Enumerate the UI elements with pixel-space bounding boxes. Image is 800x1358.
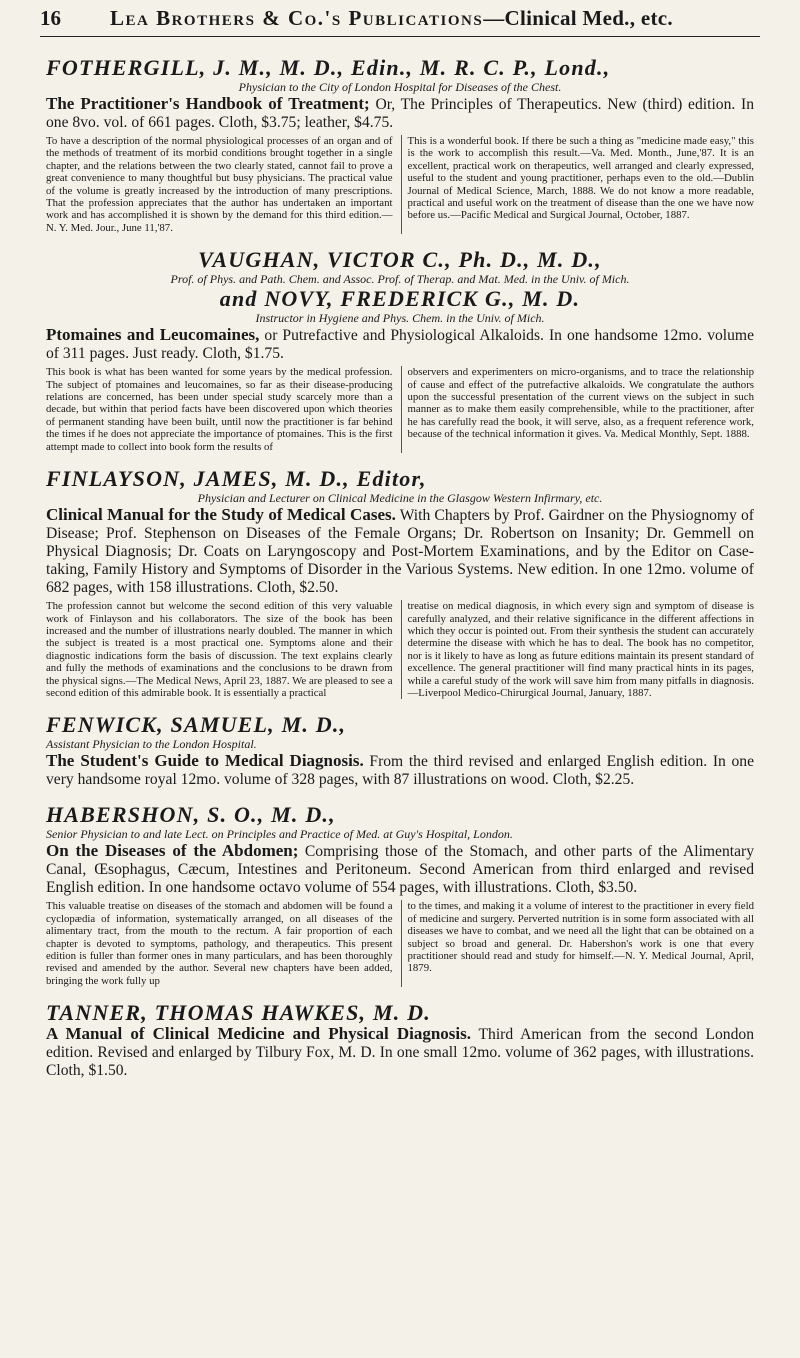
review-columns bbox=[46, 600, 754, 699]
review-column-right: This is a wonderful book. If there be such a thing as "medicine made easy," this is the work to accomplish this result.—Va. Med. Month., June,'87. It is an excellent, practical work on therapeutics, well arranged and clearly expressed, useful to the student and young practitioner, perhaps even to the old.—Dublin Journal of Medical Science, March, 1888. We do not know a more readable, practical and useful work on the treatment of disease than the one we have now before us.—Pacific Medical and Surgical Journal, October, 1887. bbox=[401, 135, 755, 234]
author-heading: FENWICK, SAMUEL, M. D., bbox=[46, 712, 347, 738]
book-title: Clinical Manual for the Study of Medical Cases. bbox=[46, 505, 396, 525]
section-name: —Clinical Med., etc. bbox=[483, 6, 673, 30]
book-details: With Chapters by Prof. Gairdner on the Physiognomy of Disease; Prof. Stephenson on Diseases of the Female Organs; Dr. Robertson on Insanity; Dr. Gemmell on Physical Diagnosis; Dr. Coats on Laryngoscopy and Post-Mortem Examinations, and by the Editor on Case-taking, Family History and Symptoms of Disorder in the Various Systems. New edition. In one 12mo. volume of 682 pages, with 158 illustrations. Cloth, $2.50. bbox=[46, 507, 754, 597]
book-details: From the third revised and enlarged English edition. In one very handsome royal 12mo. volume of 328 pages, with 87 illustrations on wood. Cloth, $2.25. bbox=[46, 753, 754, 789]
review-columns bbox=[46, 366, 754, 453]
book-title: The Practitioner's Handbook of Treatment; bbox=[46, 94, 370, 113]
book-title: The Student's Guide to Medical Diagnosis. bbox=[46, 751, 364, 771]
book-description bbox=[46, 506, 754, 597]
review-column-left: To have a description of the normal physiological processes of an organ and of the methods of treatment of its morbid conditions brought together in a single chapter, and the relations between the two clearly stated, cannot fail to prove a great convenience to many thoughtful but busy physicians. The practical value of the volume is greatly increased by the introduction of many prescriptions. That the profession appreciates that the author has undertaken an important work and has accomplished it is shown by the demand for this third edition.—N. Y. Med. Jour., June 11,'87. bbox=[46, 135, 393, 234]
page-number: 16 bbox=[40, 6, 61, 30]
book-entry-vaughan bbox=[46, 248, 754, 453]
running-header bbox=[40, 6, 760, 37]
author-credentials: Physician and Lecturer on Clinical Medicine in the Glasgow Western Infirmary, etc. bbox=[197, 491, 603, 506]
publisher-name: Lea Brothers & Co.'s Publications bbox=[110, 6, 484, 30]
book-entry-habershon bbox=[46, 803, 754, 987]
book-details: Or, The Principles of Therapeutics. New (third) edition. In one 8vo. vol. of 661 pages. Cloth, $3.75; leather, $4.75. bbox=[46, 96, 754, 131]
book-entry-finlayson bbox=[46, 467, 754, 699]
review-columns bbox=[46, 135, 754, 234]
author-heading: HABERSHON, S. O., M. D., bbox=[46, 802, 336, 828]
review-column-left: This valuable treatise on diseases of the stomach and abdomen will be found a cyclopædia of information, systematically arranged, on all diseases of the alimentary tract, from the mouth to the rectum. A fair proportion of each chapter is devoted to symptoms, pathology, and therapeutics. This present edition is fuller than former ones in many particulars, and has been thoroughly revised and amended by the author. Several new chapters have been added, bringing the work fully up bbox=[46, 900, 393, 987]
book-description bbox=[46, 1025, 754, 1080]
review-column-left: This book is what has been wanted for some years by the medical profession. The subject of ptomaines and leucomaines, so far as their disease-producing relations are concerned, has been under special study scarcely more than a decade, but within that period facts have been discovered upon which theories of permanent standing have been built, until now the practitioner is far behind the times if he does not appreciate the importance of ptomaines. This is the first attempt made to collect into book form the results of bbox=[46, 366, 393, 453]
author-credentials: Physician to the City of London Hospital for Diseases of the Chest. bbox=[238, 80, 562, 94]
book-details: Comprising those of the Stomach, and other parts of the Alimentary Canal, Œsophagus, Cæcum, Intestines and Peritoneum. Second American from third enlarged and revised English edition. In one handsome octavo volume of 554 pages, with illustrations. Cloth, $3.50. bbox=[46, 843, 754, 897]
book-details: or Putrefactive and Physiological Alkaloids. In one handsome 12mo. volume of 311 pages. Just ready. Cloth, $1.75. bbox=[46, 327, 754, 363]
coauthor-credentials: Instructor in Hygiene and Phys. Chem. in the Univ. of Mich. bbox=[255, 311, 545, 326]
review-column-right: observers and experimenters on micro-organisms, and to trace the relationship of cause and effect of the putrefactive alkaloids. We congratulate the authors upon the successful presentation of the current views on the subject in such manner as to make them easily comprehensible, while to the practitioner, after he has carefully read the book, it will serve, also, as a frequent reference work, because of the technical information it gives. Va. Medical Monthly, Sept. 1888. bbox=[401, 366, 755, 453]
author-heading: FINLAYSON, JAMES, M. D., Editor, bbox=[46, 466, 427, 492]
book-entry-tanner bbox=[46, 1001, 754, 1080]
book-details: Third American from the second London edition. Revised and enlarged by Tilbury Fox, M. D. In one small 12mo. volume of 362 pages, with illustrations. Cloth, $1.50. bbox=[46, 1026, 754, 1080]
author-credentials: Senior Physician to and late Lect. on Principles and Practice of Med. at Guy's Hospital, London. bbox=[46, 827, 513, 842]
running-title bbox=[110, 6, 673, 31]
review-columns bbox=[46, 900, 754, 987]
author-heading: VAUGHAN, VICTOR C., Ph. D., M. D., bbox=[198, 247, 602, 273]
book-entry-fenwick bbox=[46, 713, 754, 789]
coauthor-heading: and NOVY, FREDERICK G., M. D. bbox=[219, 286, 581, 312]
book-title: A Manual of Clinical Medicine and Physical Diagnosis. bbox=[46, 1024, 471, 1044]
book-entry-fothergill bbox=[46, 56, 754, 234]
review-column-left: The profession cannot but welcome the second edition of this very valuable work of Finlayson and his collaborators. The size of the book has been increased and the number of illustrations nearly doubled. The manner in which the subject is treated is a most practical one. Symptoms alone and their diagnostic indications form the basis of discussion. The text explains clearly and fully the methods of examinations and the conclusions to be drawn from the physical signs.—The Medical News, April 23, 1887. We are pleased to see a second edition of this admirable book. It is essentially a practical bbox=[46, 600, 393, 699]
review-column-right: treatise on medical diagnosis, in which every sign and symptom of disease is carefully analyzed, and their relative significance in the different affections in which they occur is pointed out. From their synthesis the student can accurately determine the disease with which he has to deal. The book has no competitor, nor is it likely to have as long as future editions maintain its present standard of excellence. The general practitioner will find many practical hints in its pages, while a careful study of the work will save him from many pitfalls in diagnosis.—Liverpool Medico-Chirurgical Journal, January, 1887. bbox=[401, 600, 755, 699]
author-credentials: Prof. of Phys. and Path. Chem. and Assoc. Prof. of Therap. and Mat. Med. in the Univ. of Mich. bbox=[170, 272, 630, 287]
book-title: Ptomaines and Leucomaines, bbox=[46, 325, 260, 345]
book-description bbox=[46, 842, 754, 897]
author-credentials: Assistant Physician to the London Hospital. bbox=[46, 737, 257, 752]
book-description bbox=[46, 95, 754, 132]
review-column-right: to the times, and making it a volume of interest to the practitioner in every field of medicine and surgery. Perverted nutrition is in some form associated with all diseases we have to combat, and we need all the light that can be obtained on a subject so broad and general. Dr. Habershon's work is one that every practitioner should read and study for himself.—N. Y. Medical Journal, April, 1879. bbox=[401, 900, 755, 987]
book-description bbox=[46, 752, 754, 789]
author-heading: FOTHERGILL, J. M., M. D., Edin., M. R. C. P., Lond., bbox=[46, 55, 611, 80]
listings bbox=[46, 56, 754, 1094]
author-heading: TANNER, THOMAS HAWKES, M. D. bbox=[46, 1000, 431, 1026]
book-title: On the Diseases of the Abdomen; bbox=[46, 841, 299, 861]
book-description bbox=[46, 326, 754, 363]
